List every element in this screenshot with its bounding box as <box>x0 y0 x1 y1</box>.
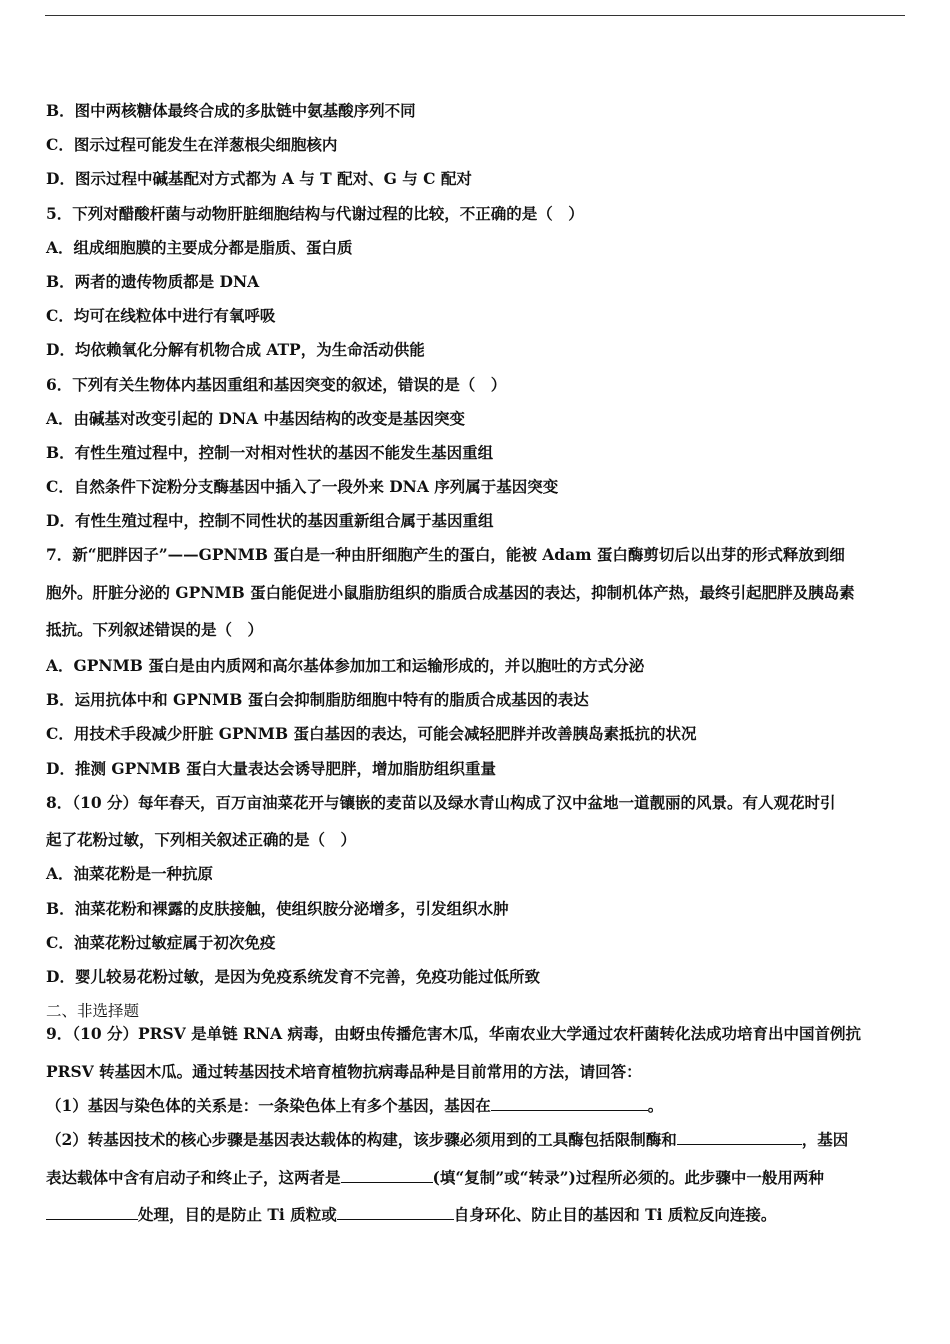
q8-option-d: D．婴儿较易花粉过敏，是因为免疫系统发育不完善，免疫功能过低所致 <box>46 966 540 986</box>
question-9-stem-line-2: PRSV 转基因木瓜。通过转基因技术培育植物抗病毒品种是目前常用的方法，请回答： <box>46 1061 642 1081</box>
question-7-stem-line-3: 抵抗。下列叙述错误的是（ ） <box>46 620 264 640</box>
q9-part-2-text-2: 表达载体中含有启动子和终止子，这两者是 <box>46 1167 341 1187</box>
q9-part-2-text-5: 自身环化、防止目的基因和 Ti 质粒反向连接。 <box>453 1205 777 1224</box>
q5-option-b: B．两者的遗传物质都是 DNA <box>46 271 260 291</box>
q4-option-d: D．图示过程中碱基配对方式都为 A 与 T 配对、G 与 C 配对 <box>46 169 472 189</box>
q8-option-a: A．油菜花粉是一种抗原 <box>46 864 214 884</box>
answer-blank-4[interactable] <box>46 1202 138 1220</box>
q6-option-a: A．由碱基对改变引起的 DNA 中基因结构的改变是基因突变 <box>46 408 465 428</box>
answer-blank-5[interactable] <box>337 1202 454 1220</box>
q9-part-2-end: ，基因 <box>801 1130 849 1149</box>
q5-option-a: A．组成细胞膜的主要成分都是脂质、蛋白质 <box>46 237 353 257</box>
question-8-stem-line-1: 8．（10 分）每年春天，百万亩油菜花开与镶嵌的麦苗以及绿水青山构成了汉中盆地一道靓丽的风景。有人观花时引 <box>46 792 836 812</box>
q9-part-2-text-3: (填“复制”或“转录”)过程所必须的。此步骤中一般用两种 <box>432 1167 824 1187</box>
q9-part-1 <box>46 1093 906 1127</box>
q9-part-2-final <box>46 1202 906 1236</box>
q7-option-a: A．GPNMB 蛋白是由内质网和高尔基体参加加工和运输形成的，并以胞吐的方式分泌 <box>46 655 645 675</box>
q5-option-c: C．均可在线粒体中进行有氧呼吸 <box>46 306 276 326</box>
header-rule <box>45 15 905 16</box>
q9-part-2-continued <box>46 1165 906 1203</box>
q9-part-1-text: （1）基因与染色体的关系是：一条染色体上有多个基因，基因在 <box>46 1095 491 1115</box>
answer-blank-1[interactable] <box>491 1093 648 1111</box>
answer-blank-3[interactable] <box>341 1165 433 1183</box>
q9-part-2 <box>46 1127 906 1165</box>
question-7-stem-line-1: 7．新“肥胖因子”——GPNMB 蛋白是一种由肝细胞产生的蛋白，能被 Adam 蛋白酶剪切后以出芽的形式释放到细 <box>46 545 845 565</box>
q6-option-c: C．自然条件下淀粉分支酶基因中插入了一段外来 DNA 序列属于基因突变 <box>46 477 559 497</box>
question-7-stem-line-2: 胞外。肝脏分泌的 GPNMB 蛋白能促进小鼠脂肪组织的脂质合成基因的表达，抑制机体产热，最终引起肥胖及胰岛素 <box>46 582 855 602</box>
question-8-stem-line-2: 起了花粉过敏，下列相关叙述正确的是（ ） <box>46 830 357 850</box>
q6-option-b: B．有性生殖过程中，控制一对相对性状的基因不能发生基因重组 <box>46 442 494 462</box>
q6-option-d: D．有性生殖过程中，控制不同性状的基因重新组合属于基因重组 <box>46 511 494 531</box>
q9-part-2-text-4: 处理，目的是防止 Ti 质粒或 <box>138 1205 337 1224</box>
q7-option-b: B．运用抗体中和 GPNMB 蛋白会抑制脂肪细胞中特有的脂质合成基因的表达 <box>46 690 589 710</box>
section-heading-nonchoice: 二、非选择题 <box>46 1002 140 1021</box>
answer-blank-2[interactable] <box>677 1127 802 1145</box>
question-5-stem: 5．下列对醋酸杆菌与动物肝脏细胞结构与代谢过程的比较，不正确的是（ ） <box>46 203 584 223</box>
q4-option-b: B．图中两核糖体最终合成的多肽链中氨基酸序列不同 <box>46 101 416 120</box>
exam-page-content <box>46 98 906 1236</box>
q4-option-c: C．图示过程可能发生在洋葱根尖细胞核内 <box>46 135 338 155</box>
q9-part-1-end: 。 <box>647 1095 664 1115</box>
question-6-stem: 6．下列有关生物体内基因重组和基因突变的叙述，错误的是（ ） <box>46 374 507 394</box>
q7-option-d: D．推测 GPNMB 蛋白大量表达会诱导肥胖，增加脂肪组织重量 <box>46 758 497 778</box>
question-9-stem-line-1: 9．（10 分）PRSV 是单链 RNA 病毒，由蚜虫传播危害木瓜，华南农业大学通过农杆菌转化法成功培育出中国首例抗 <box>46 1024 862 1044</box>
q8-option-b: B．油菜花粉和裸露的皮肤接触，使组织胺分泌增多，引发组织水肿 <box>46 898 509 918</box>
q9-part-2-text: （2）转基因技术的核心步骤是基因表达载体的构建，该步骤必须用到的工具酶包括限制酶和 <box>46 1130 677 1149</box>
q7-option-c: C．用技术手段减少肝脏 GPNMB 蛋白基因的表达，可能会减轻肥胖并改善胰岛素抵抗的状况 <box>46 724 697 744</box>
q5-option-d: D．均依赖氧化分解有机物合成 ATP，为生命活动供能 <box>46 340 425 360</box>
q8-option-c: C．油菜花粉过敏症属于初次免疫 <box>46 932 276 952</box>
